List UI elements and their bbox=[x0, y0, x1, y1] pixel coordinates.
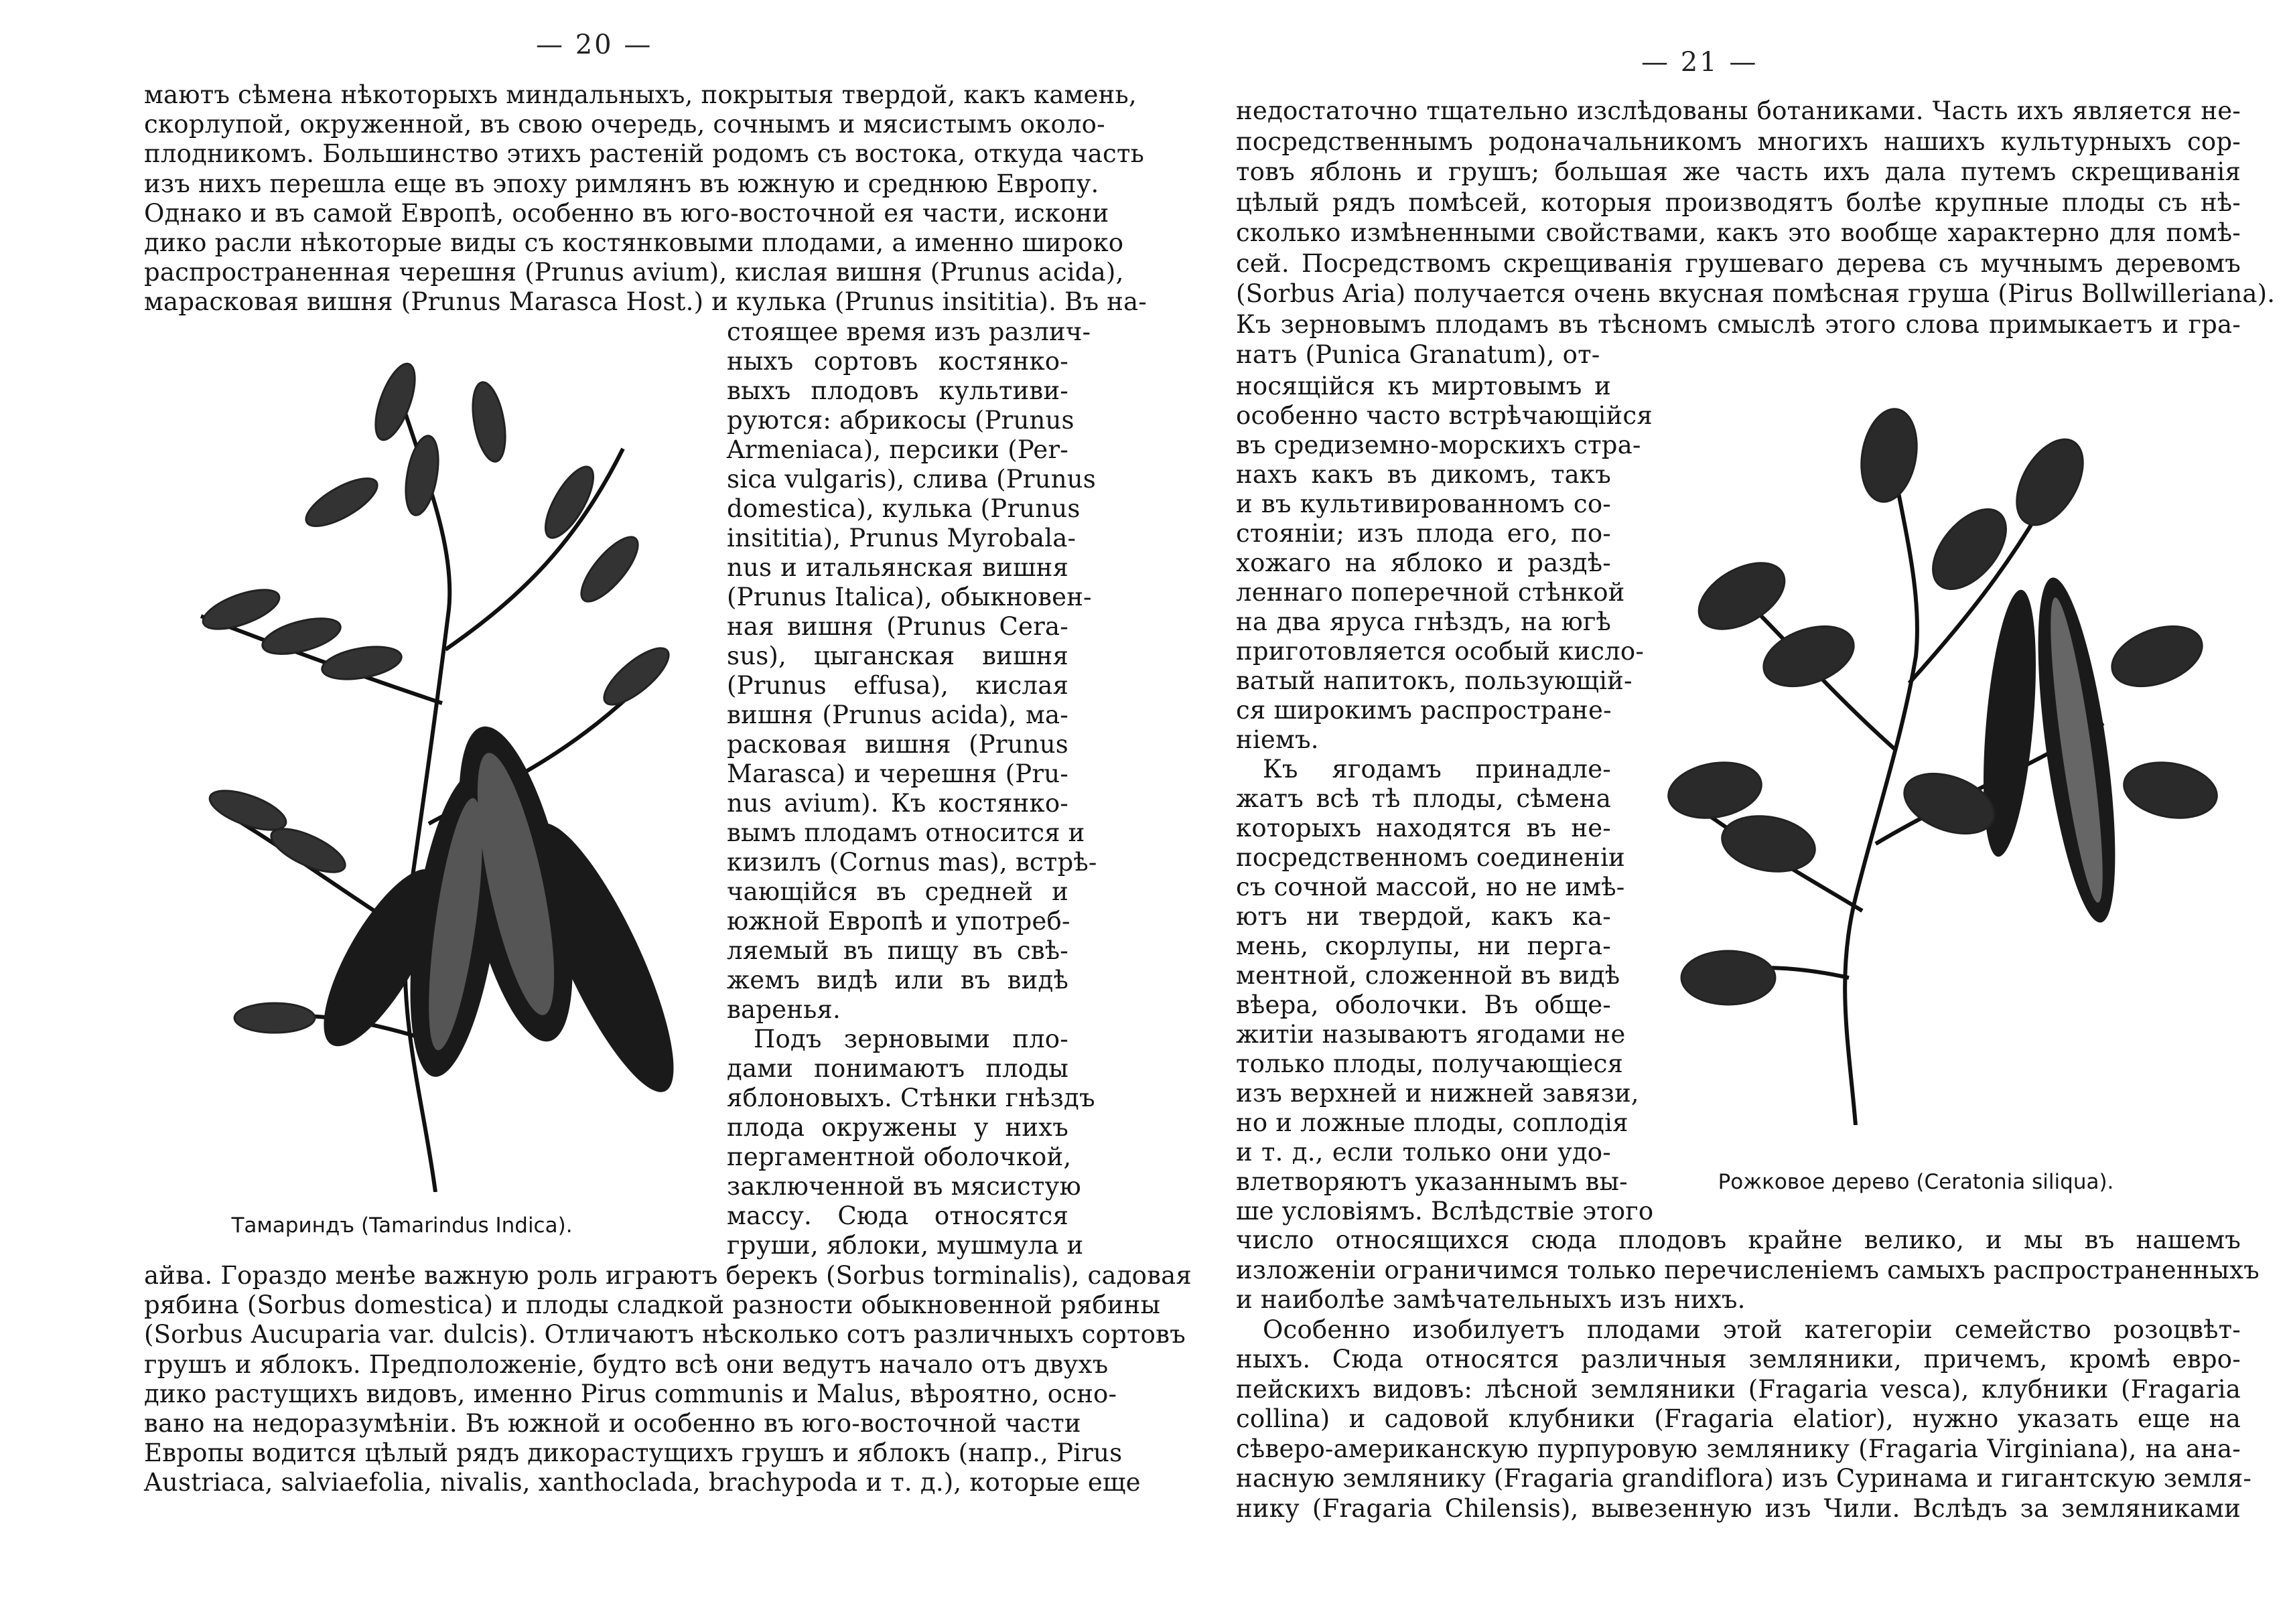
text-line: sica vulgaris), слива (Prunus bbox=[727, 465, 1096, 494]
text-line: въ средиземно-морскихъ стра- bbox=[1236, 431, 1641, 459]
text-line: плода окружены у нихъ bbox=[727, 1113, 1068, 1142]
text-line: вишня (Prunus acida), ма- bbox=[727, 700, 1068, 729]
text-line: рябина (Sorbus domestica) и плоды сладкой разности обыкновенной рябины bbox=[144, 1290, 1161, 1320]
text-line: на два яруса гнѣздъ, на югѣ bbox=[1236, 607, 1611, 636]
text-line: мень, скорлупы, ни перга- bbox=[1236, 932, 1611, 960]
page-number: — 21 — bbox=[1641, 47, 1758, 78]
text-line: житіи называютъ ягодами не bbox=[1236, 1020, 1626, 1049]
text-line: Однако и въ самой Европѣ, особенно въ юго-восточной ея части, искони bbox=[144, 198, 1109, 228]
text-line: (Prunus Italica), обыкновен- bbox=[727, 583, 1092, 611]
text-line: приготовляется особый кисло- bbox=[1236, 637, 1645, 666]
text-line: хожаго на яблоко и раздѣ- bbox=[1236, 548, 1611, 577]
text-line: sus), цыганская вишня bbox=[727, 642, 1068, 670]
text-line: (Sorbus Aucuparia var. dulcis). Отличаютъ нѣсколько сотъ различныхъ сортовъ bbox=[144, 1320, 1186, 1349]
text-line: маютъ сѣмена нѣкоторыхъ миндальныхъ, покрытыя твердой, какъ камень, bbox=[144, 80, 1137, 109]
text-line: Marasca) и черешня (Pru- bbox=[727, 759, 1068, 788]
text-line: но и ложные плоды, соплодія bbox=[1236, 1108, 1628, 1137]
text-line: пейскихъ видовъ: лѣсной земляники (Fragaria vesca), клубники (Fragaria bbox=[1236, 1374, 2241, 1404]
carob-tree-branch-illustration bbox=[1635, 375, 2237, 1125]
text-line: мараскoвая вишня (Prunus Marasca Host.) и кулька (Prunus insititia). Въ на- bbox=[144, 287, 1147, 317]
text-line: влетворяютъ указаннымъ вы- bbox=[1236, 1167, 1628, 1196]
text-line: южной Европѣ и употреб- bbox=[727, 907, 1070, 936]
text-line: ляемый въ пищу въ свѣ- bbox=[727, 936, 1068, 965]
text-line: товъ яблонь и грушъ; большая же часть ихъ дала путемъ скрещиванія bbox=[1236, 157, 2241, 186]
text-line: вано на недоразумѣніи. Въ южной и особенно въ юго-восточной части bbox=[144, 1409, 1081, 1438]
figure-caption: Рожковое дерево (Ceratonia siliqua). bbox=[1718, 1170, 2114, 1194]
text-line: стоящее время изъ различ- bbox=[727, 317, 1091, 346]
text-line: недостаточно тщательно изслѣдованы ботаниками. Часть ихъ является не- bbox=[1236, 96, 2241, 125]
text-line: domestica), кулька (Prunus bbox=[727, 494, 1081, 523]
text-line: nus и итальянская вишня bbox=[727, 553, 1068, 582]
text-line: Европы водится цѣлый рядъ дикорастущихъ грушъ и яблокъ (напр., Pirus bbox=[144, 1438, 1123, 1468]
text-line: жемъ видѣ или въ видѣ bbox=[727, 966, 1068, 994]
text-line: которыхъ находятся въ не- bbox=[1236, 814, 1611, 842]
text-line: груши, яблоки, мушмула и bbox=[727, 1231, 1084, 1260]
text-line: распространенная черешня (Prunus avium), кислая вишня (Prunus acida), bbox=[144, 258, 1124, 287]
text-line: и въ культивированномъ со- bbox=[1236, 490, 1611, 518]
text-line: только плоды, получающіеся bbox=[1236, 1049, 1624, 1078]
text-line: Подъ зерновыми пло- bbox=[754, 1025, 1068, 1053]
text-line: носящійся къ миртовымъ и bbox=[1236, 372, 1611, 400]
text-line: пергаментной оболочкой, bbox=[727, 1142, 1072, 1171]
text-line: ше условіямъ. Вслѣдствіе этого bbox=[1236, 1197, 1654, 1226]
tamarind-branch-illustration bbox=[141, 301, 730, 1192]
text-line: жатъ всѣ тѣ плоды, сѣмена bbox=[1236, 784, 1611, 813]
text-line: варенья. bbox=[727, 995, 841, 1024]
text-line: стояніи; изъ плода его, по- bbox=[1236, 519, 1611, 548]
text-line: ная вишня (Prunus Cera- bbox=[727, 612, 1068, 641]
text-line: collina) и садовой клубники (Fragaria elatior), нужно указать еще на bbox=[1236, 1404, 2241, 1433]
text-line: массу. Сюда относятся bbox=[727, 1201, 1068, 1230]
text-line: особенно часто встрѣчающійся bbox=[1236, 401, 1653, 430]
text-line: и наиболѣе замѣчательныхъ изъ нихъ. bbox=[1236, 1285, 1746, 1314]
text-line: чающійся въ средней и bbox=[727, 877, 1068, 906]
text-line: ся широкимъ распростране- bbox=[1236, 696, 1612, 725]
text-line: яблоновыхъ. Стѣнки гнѣздъ bbox=[727, 1084, 1095, 1112]
text-line: изъ верхней и нижней завязи, bbox=[1236, 1079, 1639, 1108]
text-line: Особенно изобилуетъ плодами этой категоріи семейство розоцвѣт- bbox=[1263, 1315, 2241, 1344]
text-line: кизилъ (Cornus mas), встрѣ- bbox=[727, 848, 1097, 877]
text-line: плодникомъ. Большинство этихъ растеній родомъ съ востока, откуда часть bbox=[144, 139, 1144, 169]
text-line: ніемъ. bbox=[1236, 725, 1319, 754]
text-line: дико растущихъ видовъ, именно Pirus communis и Malus, вѣроятно, осно- bbox=[144, 1379, 1117, 1408]
text-line: дами понимаютъ плоды bbox=[727, 1054, 1068, 1083]
text-line: скорлупой, окруженной, въ свою очередь, сочнымъ и мясистымъ около- bbox=[144, 110, 1105, 139]
text-line: посредственнымъ родоначальникомъ многихъ нашихъ культурныхъ сор- bbox=[1236, 127, 2241, 156]
text-line: Къ ягодамъ принадле- bbox=[1263, 755, 1611, 784]
text-line: насную землянику (Fragaria grandiflora) изъ Суринама и гигантскую земля- bbox=[1236, 1464, 2252, 1493]
page-number: — 20 — bbox=[536, 29, 653, 60]
text-line: цѣлый рядъ помѣсей, которыя производятъ болѣе крупные плоды съ нѣ- bbox=[1236, 188, 2241, 217]
text-line: (Prunus effusa), кислая bbox=[727, 671, 1068, 700]
text-line: заключенной въ мясистую bbox=[727, 1172, 1081, 1201]
text-line: нику (Fragaria Chilensis), вывезенную изъ Чили. Вслѣдъ за земляниками bbox=[1236, 1493, 2241, 1523]
text-line: выхъ плодовъ культиви- bbox=[727, 376, 1068, 405]
text-line: и т. д., если только они удо- bbox=[1236, 1138, 1611, 1167]
text-line: изъ нихъ перешла еще въ эпоху римлянъ въ южную и среднюю Европу. bbox=[144, 169, 1099, 198]
text-line: изложеніи ограничимся только перечисленіемъ самыхъ распространенныхъ bbox=[1236, 1255, 2260, 1284]
text-line: ватый напитокъ, пользующій- bbox=[1236, 666, 1633, 695]
text-line: ныхъ сортовъ костянко- bbox=[727, 347, 1068, 376]
text-line: расковая вишня (Prunus bbox=[727, 730, 1068, 759]
text-line: сколько измѣненными свойствами, какъ это вообще характерно для помѣ- bbox=[1236, 218, 2241, 247]
text-line: посредственномъ соединеніи bbox=[1236, 843, 1625, 872]
text-line: insititia), Prunus Myrobala- bbox=[727, 524, 1077, 552]
text-line: грушъ и яблокъ. Предположеніе, будто всѣ они ведутъ начало отъ двухъ bbox=[144, 1349, 1109, 1379]
text-line: число относящихся сюда плодовъ крайне велико, и мы въ нашемъ bbox=[1236, 1226, 2241, 1254]
text-line: nus avium). Къ костянко- bbox=[727, 789, 1068, 818]
text-line: айва. Гораздо менѣе важную роль играютъ берекъ (Sorbus torminalis), садовая bbox=[144, 1261, 1192, 1290]
text-line: Къ зерновымъ плодамъ въ тѣсномъ смыслѣ этого слова примыкаетъ и гра- bbox=[1236, 309, 2241, 339]
text-line: дико расли нѣкоторые виды съ костянковыми плодами, а именно широко bbox=[144, 228, 1124, 257]
text-line: Austriaca, salviaefolia, nivalis, xanthoclada, brachypoda и т. д.), которые еще bbox=[144, 1468, 1141, 1497]
text-line: ютъ ни твердой, какъ ка- bbox=[1236, 902, 1611, 931]
text-line: вѣера, оболочки. Въ обще- bbox=[1236, 990, 1611, 1019]
text-line: натъ (Punica Granatum), от- bbox=[1236, 340, 1600, 369]
text-line: вымъ плодамъ относится и bbox=[727, 818, 1085, 847]
text-line: ментной, сложенной въ видѣ bbox=[1236, 961, 1620, 990]
text-line: съ сочной массой, но не имѣ- bbox=[1236, 873, 1625, 901]
figure-caption: Тамариндъ (Tamarindus Indica). bbox=[231, 1213, 573, 1238]
text-line: сѣверо-американскую пурпуровую землянику (Fragaria Virginiana), на ана- bbox=[1236, 1434, 2241, 1463]
text-line: леннаго поперечной стѣнкой bbox=[1236, 578, 1625, 607]
text-line: (Sorbus Aria) получается очень вкусная помѣсная груша (Pirus Bollwilleriana). bbox=[1236, 279, 2276, 308]
text-line: руются: абрикосы (Prunus bbox=[727, 406, 1074, 435]
text-line: ныхъ. Сюда относятся различныя земляники, причемъ, кромѣ евро- bbox=[1236, 1345, 2241, 1374]
text-line: нахъ какъ въ дикомъ, такъ bbox=[1236, 460, 1611, 489]
right-page bbox=[1166, 0, 2289, 1624]
text-line: сей. Посредствомъ скрещиванія грушеваго дерева съ мучнымъ деревомъ bbox=[1236, 248, 2241, 278]
text-line: Armeniaca), персики (Per- bbox=[727, 435, 1068, 464]
